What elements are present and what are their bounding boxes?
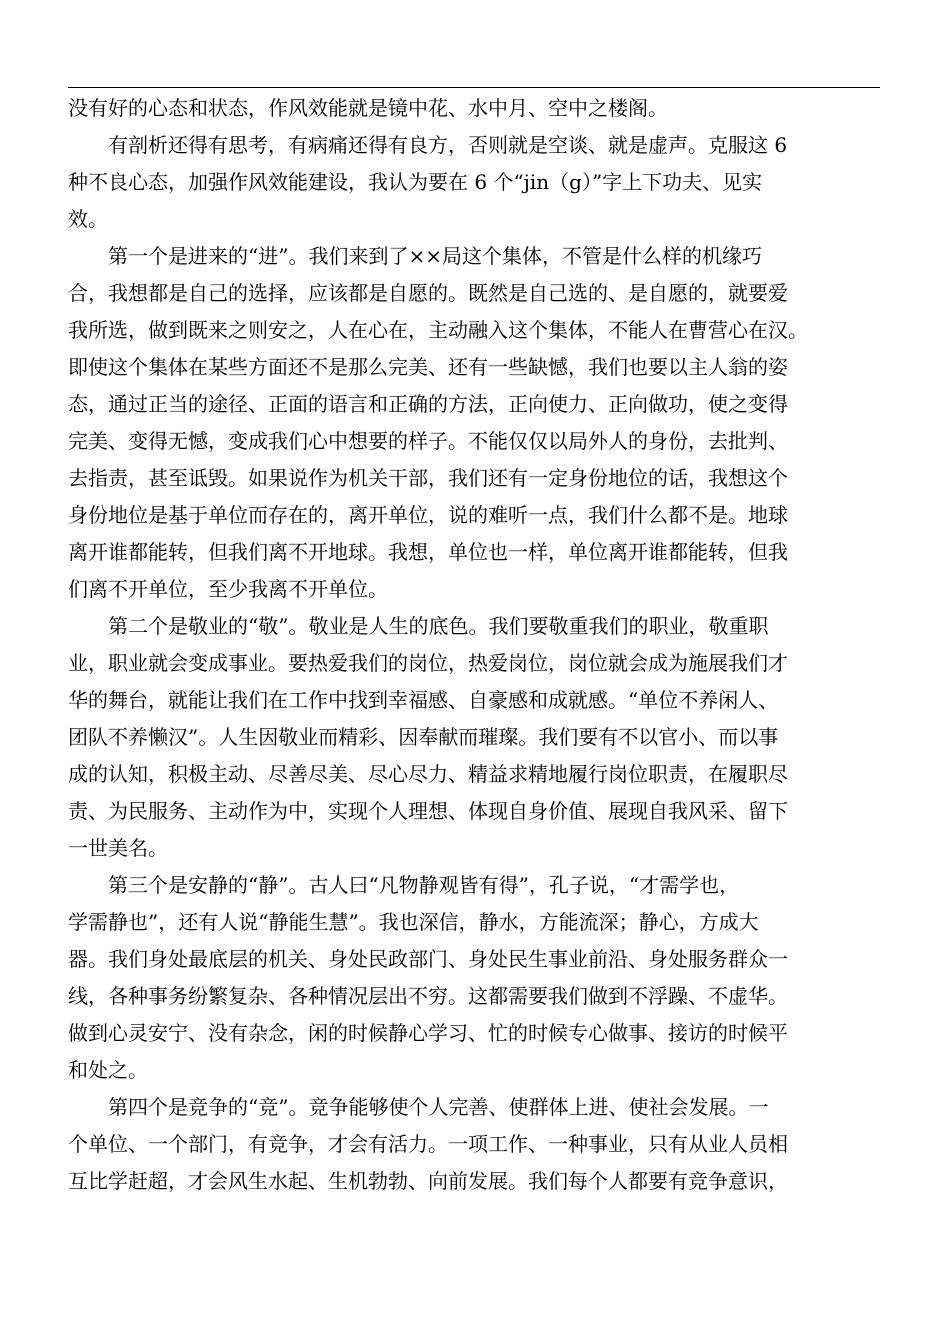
text-line: 华的舞台，就能让我们在工作中找到幸福感、自豪感和成就感。“单位不养闲人、: [68, 688, 779, 712]
paragraph: [68, 127, 898, 238]
text-line: 第二个是敬业的“敬”。敬业是人生的底色。我们要敬重我们的职业，敬重职: [68, 614, 769, 638]
paragraph: [68, 238, 898, 608]
text-line: 种不良心态，加强作风效能建设，我认为要在 6 个“jin（g）”字上下功夫、见实: [68, 170, 763, 194]
paragraph: [68, 867, 898, 1089]
text-line: 线，各种事务纷繁复杂、各种情况层出不穷。这都需要我们做到不浮躁、不虚华。: [68, 984, 788, 1008]
text-line: 责、为民服务、主动作为中，实现个人理想、体现自身价值、展现自我风采、留下: [68, 799, 788, 823]
text-line: 效。: [68, 207, 108, 231]
text-line: 学需静也”，还有人说“静能生慧”。我也深信，静水，方能流深；静心，方成大: [68, 910, 759, 934]
text-line: 我所选，做到既来之则安之，人在心在，主动融入这个集体，不能人在曹营心在汉。: [68, 318, 808, 342]
document-body: [68, 90, 898, 1200]
text-line: 个单位、一个部门，有竞争，才会有活力。一项工作、一种事业，只有从业人员相: [68, 1132, 788, 1156]
text-line: 态，通过正当的途径、正面的语言和正确的方法，正向使力、正向做功，使之变得: [68, 392, 788, 416]
paragraph: [68, 608, 898, 867]
text-line: 一世美名。: [68, 836, 168, 860]
text-line: 有剖析还得有思考，有病痛还得有良方，否则就是空谈、就是虚声。克服这 6: [68, 133, 788, 157]
text-line: 和处之。: [68, 1058, 148, 1082]
text-line: 完美、变得无憾，变成我们心中想要的样子。不能仅仅以局外人的身份，去批判、: [68, 429, 788, 453]
text-line: 去指责，甚至诋毁。如果说作为机关干部，我们还有一定身份地位的话，我想这个: [68, 466, 788, 490]
text-line: 第三个是安静的“静”。古人曰“凡物静观皆有得”，孔子说，“才需学也，: [68, 873, 740, 897]
text-line: 器。我们身处最底层的机关、身处民政部门、身处民生事业前沿、身处服务群众一: [68, 947, 788, 971]
text-line: 做到心灵安宁、没有杂念，闲的时候静心学习、忙的时候专心做事、接访的时候平: [68, 1021, 788, 1045]
header-rule: [68, 87, 880, 88]
text-line: 第四个是竞争的“竞”。竞争能够使个人完善、使群体上进、使社会发展。一: [68, 1095, 769, 1119]
text-line: 成的认知，积极主动、尽善尽美、尽心尽力、精益求精地履行岗位职责，在履职尽: [68, 762, 788, 786]
text-line: 们离不开单位，至少我离不开单位。: [68, 577, 388, 601]
text-line: 合，我想都是自己的选择，应该都是自愿的。既然是自己选的、是自愿的，就要爱: [68, 281, 788, 305]
paragraph: [68, 90, 898, 127]
text-line: 团队不养懒汉”。人生因敬业而精彩、因奉献而璀璨。我们要有不以官小、而以事: [68, 725, 779, 749]
paragraph: [68, 1089, 898, 1200]
text-line: 业，职业就会变成事业。要热爱我们的岗位，热爱岗位，岗位就会成为施展我们才: [68, 651, 788, 675]
text-line: 没有好的心态和状态，作风效能就是镜中花、水中月、空中之楼阁。: [68, 96, 668, 120]
text-line: 离开谁都能转，但我们离不开地球。我想，单位也一样，单位离开谁都能转，但我: [68, 540, 788, 564]
text-line: 互比学赶超，才会风生水起、生机勃勃、向前发展。我们每个人都要有竞争意识，: [68, 1169, 788, 1193]
text-line: 第一个是进来的“进”。我们来到了××局这个集体，不管是什么样的机缘巧: [68, 244, 762, 268]
text-line: 即使这个集体在某些方面还不是那么完美、还有一些缺憾，我们也要以主人翁的姿: [68, 355, 788, 379]
text-line: 身份地位是基于单位而存在的，离开单位，说的难听一点，我们什么都不是。地球: [68, 503, 788, 527]
